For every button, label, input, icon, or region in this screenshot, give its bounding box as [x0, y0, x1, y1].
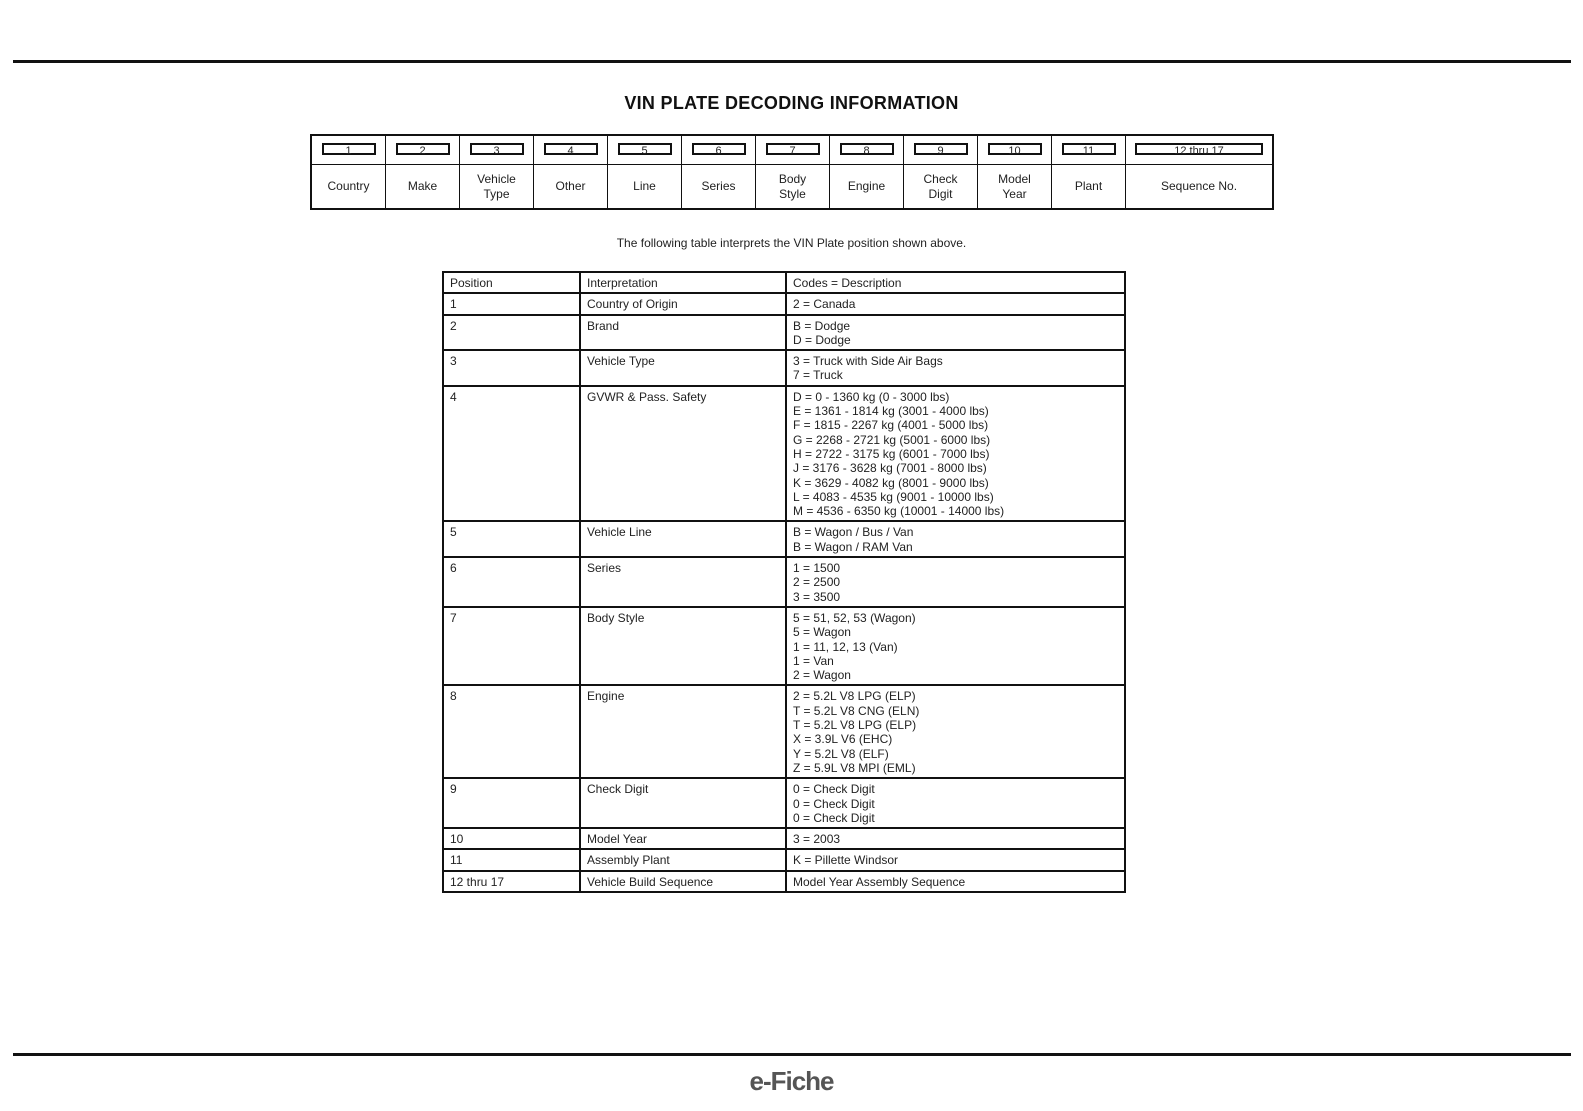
table-caption: The following table interprets the VIN Plate position shown above.: [616, 236, 967, 250]
vin-position-number: 6: [692, 143, 746, 155]
vin-position-label-text: Vehicle Type: [477, 171, 516, 201]
row-codes: [786, 386, 1125, 522]
row-interpretation: Engine: [580, 685, 786, 778]
vin-position-cell: [460, 135, 534, 165]
table-row: [443, 315, 1125, 351]
vin-position-label-text: Plant: [1074, 179, 1103, 193]
vin-position-number: 10: [988, 143, 1042, 155]
row-position: 4: [443, 386, 580, 522]
code-line: L = 4083 - 4535 kg (9001 - 10000 lbs): [793, 489, 994, 504]
row-interpretation: GVWR & Pass. Safety: [580, 386, 786, 522]
vin-position-cell: [386, 135, 460, 165]
vin-position-label: [311, 165, 386, 210]
vin-position-label: [1052, 165, 1126, 210]
code-line: 2 = 5.2L V8 LPG (ELP): [793, 689, 916, 704]
vin-position-label-row: [311, 165, 1273, 210]
code-line: 2 = Canada: [793, 297, 856, 312]
vin-position-cell: [830, 135, 904, 165]
vin-position-cell: [311, 135, 386, 165]
vin-position-label-text: Sequence No.: [1160, 179, 1238, 193]
row-interpretation: Model Year: [580, 828, 786, 849]
vin-position-label: [386, 165, 460, 210]
code-line: K = 3629 - 4082 kg (8001 - 9000 lbs): [793, 475, 989, 490]
table-row: [443, 607, 1125, 685]
code-line: 0 = Check Digit: [793, 782, 875, 797]
row-position: 7: [443, 607, 580, 685]
table-row: [443, 849, 1125, 870]
code-line: 5 = 51, 52, 53 (Wagon): [793, 610, 916, 625]
table-row: [443, 521, 1125, 557]
vin-position-cell: [534, 135, 608, 165]
code-line: 1 = 11, 12, 13 (Van): [793, 639, 898, 654]
vin-position-strip: [310, 134, 1274, 210]
vin-position-label-text: Line: [633, 179, 656, 193]
code-line: G = 2268 - 2721 kg (5001 - 6000 lbs): [793, 432, 991, 447]
vin-position-label: [682, 165, 756, 210]
row-codes: [786, 685, 1125, 778]
vin-position-cell: [904, 135, 978, 165]
top-rule: [13, 60, 1571, 63]
code-line: T = 5.2L V8 LPG (ELP): [793, 718, 917, 733]
row-position: 3: [443, 350, 580, 386]
row-position: 1: [443, 293, 580, 314]
code-line: 3 = 2003: [793, 832, 841, 847]
row-interpretation: Country of Origin: [580, 293, 786, 314]
vin-position-number: 8: [840, 143, 894, 155]
vin-position-label: [756, 165, 830, 210]
vin-position-cell: [682, 135, 756, 165]
vin-position-label-text: Body Style: [778, 171, 807, 201]
code-line: J = 3176 - 3628 kg (7001 - 8000 lbs): [793, 461, 987, 476]
table-row: [443, 778, 1125, 828]
code-line: 1 = Van: [793, 653, 834, 668]
row-interpretation: Series: [580, 557, 786, 607]
code-line: B = Dodge: [793, 318, 851, 333]
vin-position-number-row: [311, 135, 1273, 165]
row-codes: [786, 521, 1125, 557]
code-line: B = Wagon / RAM Van: [793, 539, 913, 554]
row-interpretation: Vehicle Line: [580, 521, 786, 557]
code-line: 2 = Wagon: [793, 668, 851, 683]
code-line: D = Dodge: [793, 332, 851, 347]
row-codes: [786, 607, 1125, 685]
vin-position-number: 3: [470, 143, 524, 155]
vin-position-label: [460, 165, 534, 210]
vin-position-number: 1: [322, 143, 376, 155]
row-codes: [786, 849, 1125, 870]
row-position: 5: [443, 521, 580, 557]
row-interpretation: Brand: [580, 315, 786, 351]
vin-position-cell: [756, 135, 830, 165]
header-interpretation: Interpretation: [580, 272, 786, 293]
table-row: [443, 386, 1125, 522]
code-line: Model Year Assembly Sequence: [793, 874, 966, 889]
code-line: H = 2722 - 3175 kg (6001 - 7000 lbs): [793, 446, 990, 461]
vin-position-label-text: Model Year: [998, 171, 1031, 201]
vin-position-number: 7: [766, 143, 820, 155]
row-codes: [786, 778, 1125, 828]
code-line: 2 = 2500: [793, 575, 841, 590]
vin-position-number: 12 thru 17: [1135, 143, 1263, 155]
row-position: 11: [443, 849, 580, 870]
vin-position-label-text: Check Digit: [923, 171, 958, 201]
code-line: 3 = Truck with Side Air Bags: [793, 354, 943, 369]
vin-position-label-text: Make: [407, 179, 438, 193]
code-line: Z = 5.9L V8 MPI (EML): [793, 760, 916, 775]
code-line: D = 0 - 1360 kg (0 - 3000 lbs): [793, 389, 950, 404]
code-line: 7 = Truck: [793, 368, 843, 383]
code-line: 0 = Check Digit: [793, 796, 875, 811]
efiche-logo: e-Fiche: [749, 1066, 834, 1096]
table-row: [443, 557, 1125, 607]
vin-position-number: 4: [544, 143, 598, 155]
row-position: 10: [443, 828, 580, 849]
vin-position-label-text: Other: [555, 179, 586, 193]
vin-position-number: 9: [914, 143, 968, 155]
row-position: 9: [443, 778, 580, 828]
code-line: E = 1361 - 1814 kg (3001 - 4000 lbs): [793, 404, 989, 419]
code-line: 5 = Wagon: [793, 625, 851, 640]
table-row: [443, 350, 1125, 386]
row-interpretation: Vehicle Type: [580, 350, 786, 386]
vin-position-label-text: Country: [327, 179, 370, 193]
table-row: [443, 871, 1125, 892]
vin-position-cell: [978, 135, 1052, 165]
row-interpretation: Assembly Plant: [580, 849, 786, 870]
vin-position-number: 2: [396, 143, 450, 155]
vin-position-label: [978, 165, 1052, 210]
vin-position-label: [904, 165, 978, 210]
vin-position-label-text: Engine: [847, 179, 886, 193]
row-interpretation: Check Digit: [580, 778, 786, 828]
vin-decoding-table: [442, 271, 1126, 893]
row-codes: [786, 315, 1125, 351]
vin-position-label: [534, 165, 608, 210]
page-title: VIN PLATE DECODING INFORMATION: [624, 93, 959, 113]
code-line: 3 = 3500: [793, 589, 841, 604]
row-interpretation: Body Style: [580, 607, 786, 685]
vin-position-label: [830, 165, 904, 210]
vin-position-number: 11: [1062, 143, 1116, 155]
bottom-rule: [13, 1053, 1571, 1056]
vin-position-label-text: Series: [701, 179, 736, 193]
vin-position-cell: [1052, 135, 1126, 165]
vin-position-cell: [608, 135, 682, 165]
row-position: 8: [443, 685, 580, 778]
code-line: F = 1815 - 2267 kg (4001 - 5000 lbs): [793, 418, 989, 433]
vin-position-number: 5: [618, 143, 672, 155]
table-row: [443, 293, 1125, 314]
code-line: 1 = 1500: [793, 561, 841, 576]
row-codes: [786, 557, 1125, 607]
header-position: Position: [443, 272, 580, 293]
row-codes: [786, 293, 1125, 314]
row-codes: [786, 871, 1125, 892]
code-line: Y = 5.2L V8 (ELF): [793, 746, 889, 761]
row-codes: [786, 828, 1125, 849]
code-line: M = 4536 - 6350 kg (10001 - 14000 lbs): [793, 504, 1005, 519]
table-row: [443, 685, 1125, 778]
table-row: [443, 828, 1125, 849]
row-codes: [786, 350, 1125, 386]
code-line: T = 5.2L V8 CNG (ELN): [793, 703, 920, 718]
row-position: 2: [443, 315, 580, 351]
code-line: B = Wagon / Bus / Van: [793, 525, 914, 540]
vin-position-label: [608, 165, 682, 210]
header-codes: Codes = Description: [786, 272, 1125, 293]
vin-position-cell: [1126, 135, 1274, 165]
code-line: X = 3.9L V6 (EHC): [793, 732, 893, 747]
row-position: 12 thru 17: [443, 871, 580, 892]
row-position: 6: [443, 557, 580, 607]
table-header-row: [443, 272, 1125, 293]
vin-position-label: [1126, 165, 1274, 210]
row-interpretation: Vehicle Build Sequence: [580, 871, 786, 892]
code-line: K = Pillette Windsor: [793, 853, 899, 868]
code-line: 0 = Check Digit: [793, 810, 875, 825]
